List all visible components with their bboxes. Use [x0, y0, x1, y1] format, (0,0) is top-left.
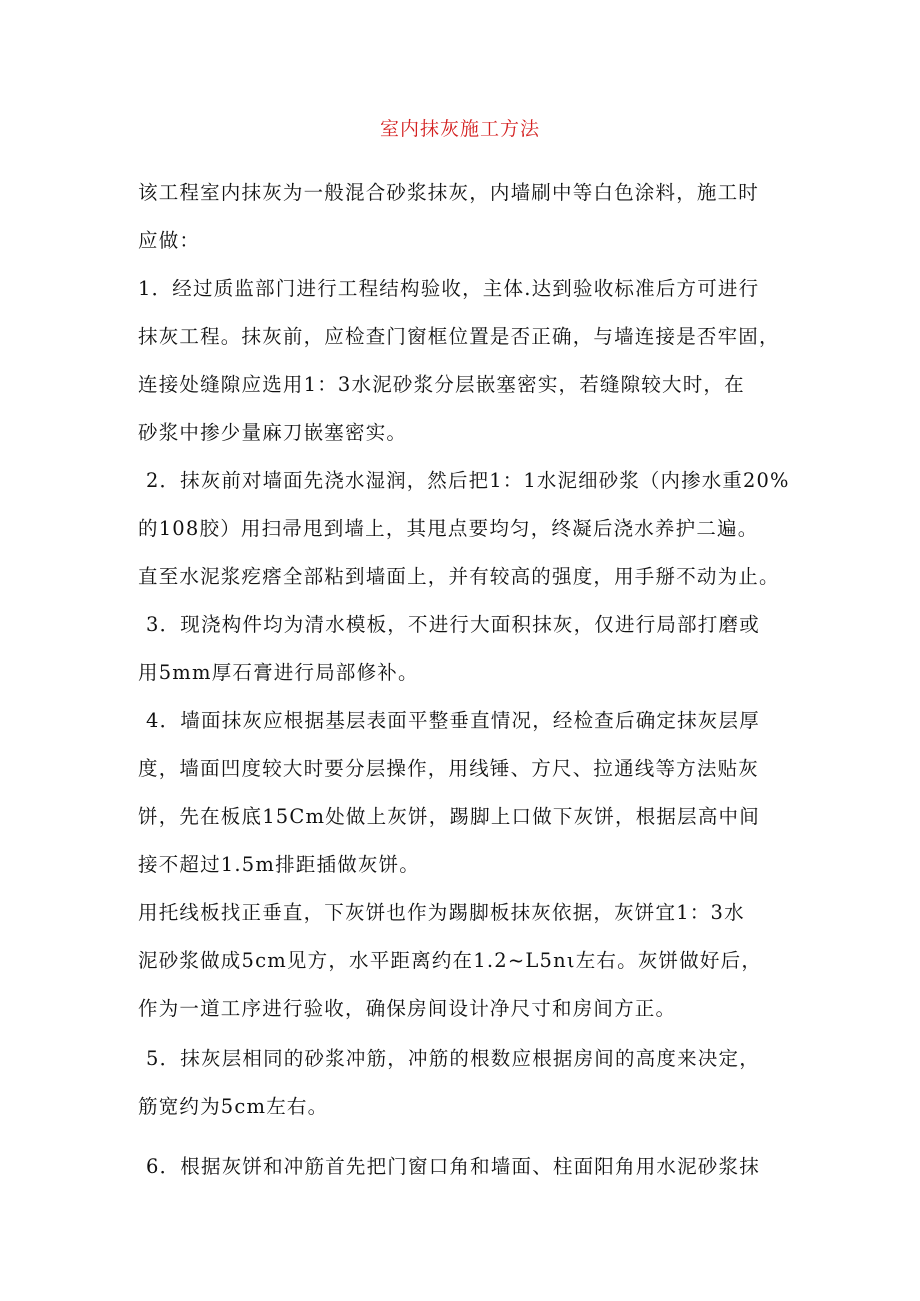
- text-line: 饼，先在板底15Cm处做上灰饼，踢脚上口做下灰饼，根据层高中间: [138, 805, 760, 828]
- text-line: 3．现浇构件均为清水模板，不进行大面积抹灰，仅进行局部打磨或: [146, 613, 760, 636]
- text-line: 4．墙面抹灰应根据基层表面平整垂直情况，经检查后确定抹灰层厚: [146, 709, 760, 732]
- text-line: 接不超过1.5m排距插做灰饼。: [138, 853, 421, 876]
- text-line: 筋宽约为5cm左右。: [138, 1095, 329, 1118]
- text-line: 直至水泥浆疙瘩全部粘到墙面上，并有较高的强度，用手掰不动为止。: [138, 565, 780, 588]
- text-line: 应做：: [138, 229, 201, 252]
- text-line: 抹灰工程。抹灰前，应检查门窗框位置是否正确，与墙连接是否牢固，: [138, 325, 780, 348]
- text-line: 砂浆中掺少量麻刀嵌塞密实。: [138, 421, 408, 444]
- text-line: 2．抹灰前对墙面先浇水湿润，然后把1：1水泥细砂浆（内掺水重20%: [146, 469, 790, 492]
- text-line: 6．根据灰饼和冲筋首先把门窗口角和墙面、柱面阳角用水泥砂浆抹: [146, 1155, 760, 1178]
- document-title: 室内抹灰施工方法: [379, 118, 540, 140]
- text-line: 用5mm厚石膏进行局部修补。: [138, 661, 419, 684]
- text-line: 泥砂浆做成5cm见方，水平距离约在1.2~L5nι左右。灰饼做好后，: [138, 949, 763, 972]
- text-line: 的108胶）用扫帚甩到墙上，其甩点要均匀，终凝后浇水养护二遍。: [138, 517, 759, 540]
- text-line: 用托线板找正垂直，下灰饼也作为踢脚板抹灰依据，灰饼宜1：3水: [138, 901, 745, 924]
- text-line: 度，墙面凹度较大时要分层操作，用线锤、方尺、拉通线等方法贴灰: [138, 757, 760, 780]
- text-line: 1．经过质监部门进行工程结构验收，主体.达到验收标准后方可进行: [138, 277, 760, 300]
- text-line: 该工程室内抹灰为一般混合砂浆抹灰，内墙刷中等白色涂料，施工时: [138, 181, 760, 204]
- text-line: 作为一道工序进行验收，确保房间设计净尺寸和房间方正。: [138, 997, 677, 1020]
- text-line: 5．抹灰层相同的砂浆冲筋，冲筋的根数应根据房间的高度来决定，: [146, 1047, 760, 1070]
- text-line: 连接处缝隙应选用1：3水泥砂浆分层嵌塞密实，若缝隙较大时，在: [138, 373, 745, 396]
